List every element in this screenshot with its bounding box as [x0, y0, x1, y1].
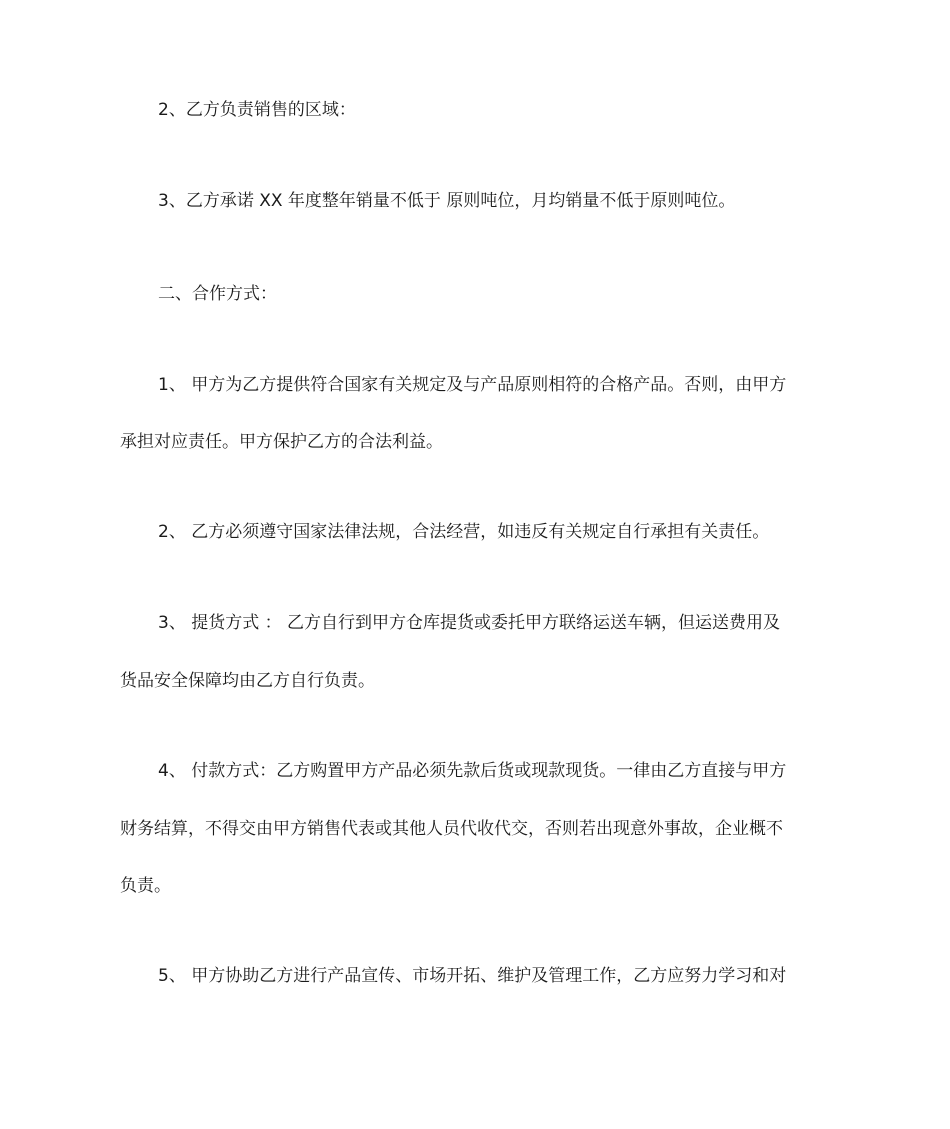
clause-1-line-1: 1、 甲方为乙方提供符合国家有关规定及与产品原则相符的合格产品。否则，由甲方 — [158, 375, 787, 395]
clause-5-line-1: 5、 甲方协助乙方进行产品宣传、市场开拓、维护及管理工作，乙方应努力学习和对 — [158, 966, 787, 986]
section-heading-cooperation: 二、合作方式： — [158, 284, 277, 304]
clause-1-line-2: 承担对应责任。甲方保护乙方的合法利益。 — [120, 432, 443, 452]
clause-3-line-1: 3、 提货方式 ： 乙方自行到甲方仓库提货或委托甲方联络运送车辆，但运送费用及 — [158, 613, 781, 633]
clause-sales-commitment: 3、乙方承诺 XX 年度整年销量不低于 原则吨位，月均销量不低于原则吨位。 — [158, 191, 736, 211]
clause-2: 2、 乙方必须遵守国家法律法规，合法经营，如违反有关规定自行承担有关责任。 — [158, 522, 770, 542]
clause-4-line-1: 4、 付款方式：乙方购置甲方产品必须先款后货或现款现货。一律由乙方直接与甲方 — [158, 761, 787, 781]
clause-3-line-2: 货品安全保障均由乙方自行负责。 — [120, 671, 375, 691]
clause-sales-region: 2、乙方负责销售的区域： — [158, 100, 356, 120]
clause-4-line-2: 财务结算，不得交由甲方销售代表或其他人员代收代交，否则若出现意外事故，企业概不 — [120, 819, 783, 839]
clause-4-line-3: 负责。 — [120, 876, 171, 896]
